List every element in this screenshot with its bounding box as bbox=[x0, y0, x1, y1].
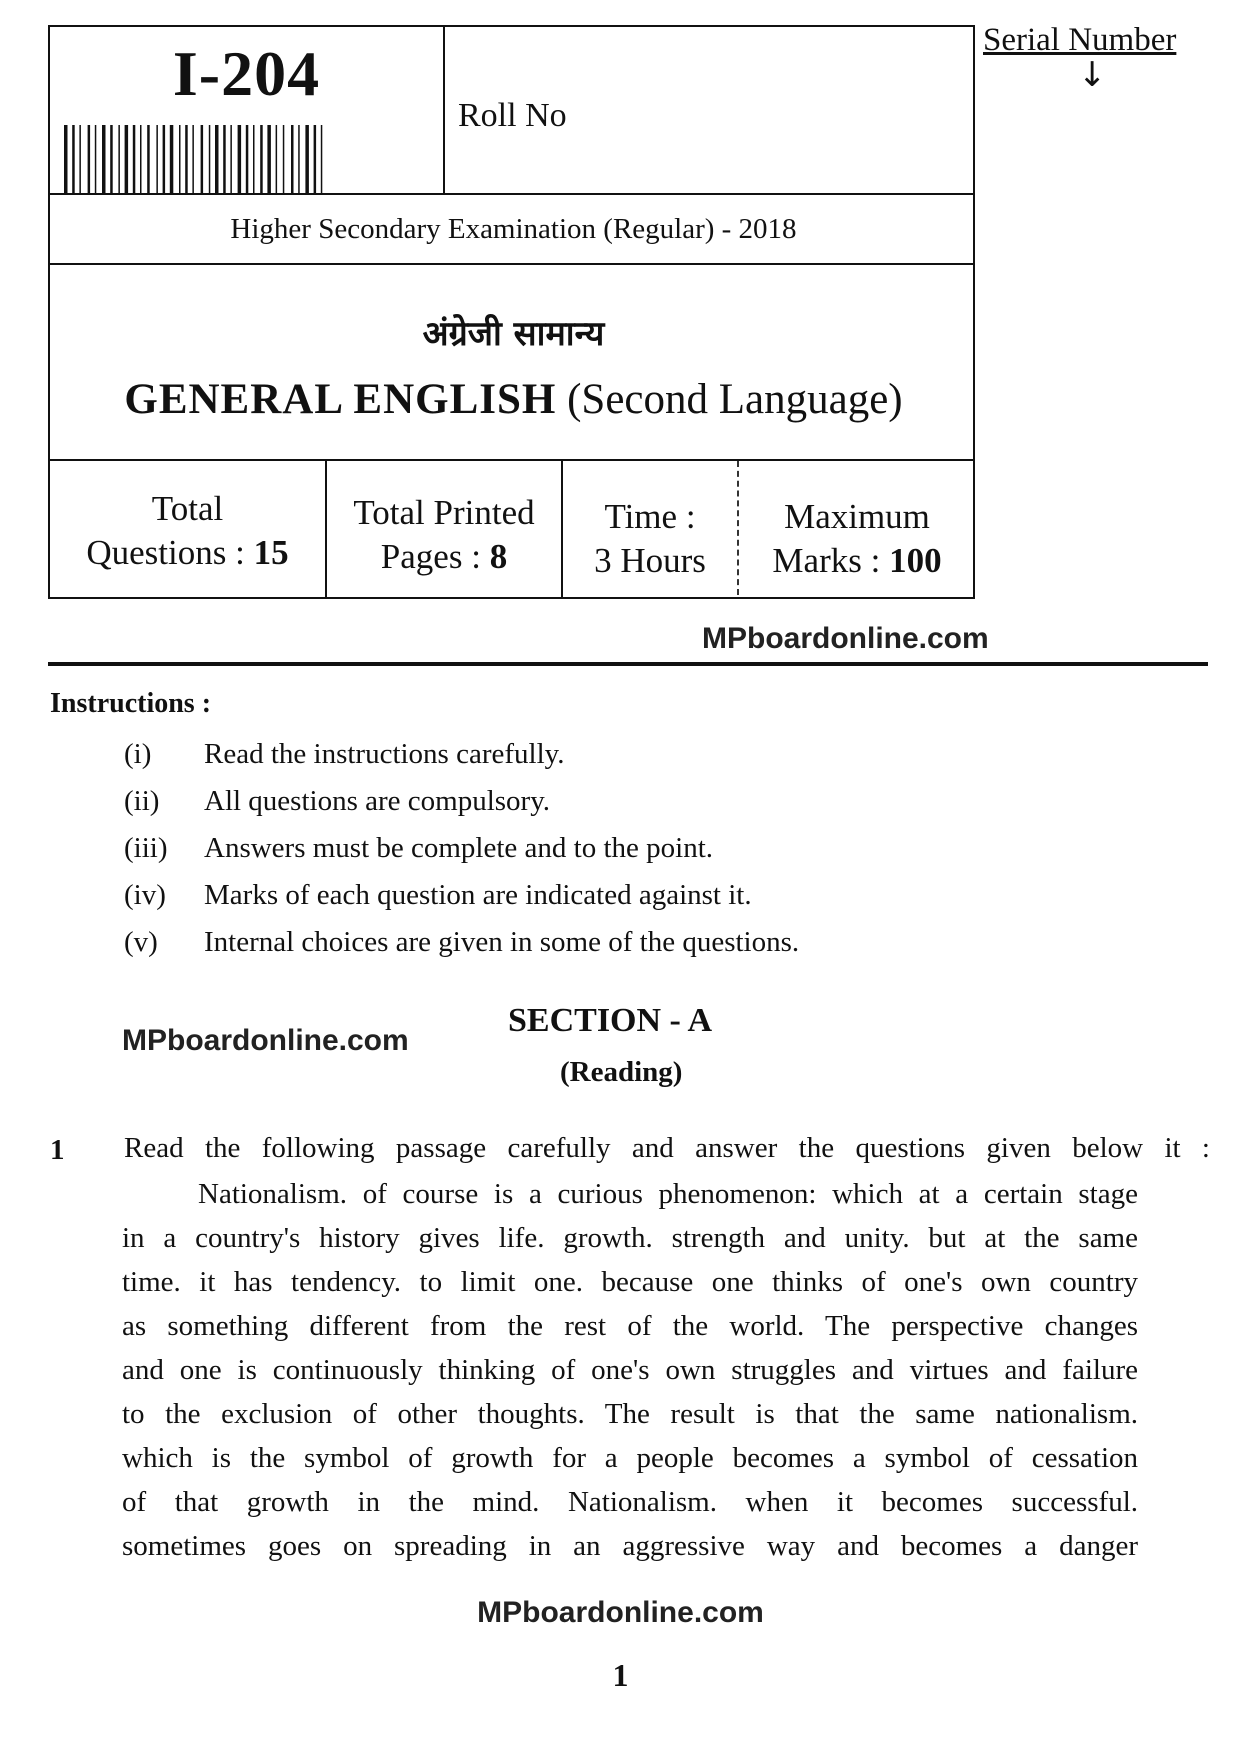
total-pages-cell bbox=[327, 491, 561, 579]
watermark: MPboardonline.com bbox=[702, 622, 989, 655]
section-subtitle: (Reading) bbox=[560, 1056, 683, 1088]
instruction-number: (i) bbox=[124, 738, 152, 770]
watermark: MPboardonline.com bbox=[122, 1024, 409, 1057]
total-pages-value: 8 bbox=[489, 537, 508, 576]
exam-name: Higher Secondary Examination (Regular) - 2018 bbox=[230, 213, 797, 245]
instruction-number: (ii) bbox=[124, 785, 160, 817]
passage-line: to the exclusion of other thoughts. The result is that the same nationalism. bbox=[122, 1398, 1138, 1430]
max-marks-value: 100 bbox=[889, 541, 942, 580]
time-label: Time : bbox=[604, 497, 696, 536]
divider bbox=[443, 27, 445, 193]
instructions-title: Instructions : bbox=[50, 688, 212, 719]
divider bbox=[50, 263, 973, 265]
total-questions-value: 15 bbox=[253, 533, 289, 572]
subject-hindi: अंग्रेजी सामान्य bbox=[422, 314, 605, 354]
total-pages-label: Pages : bbox=[380, 537, 481, 576]
time-cell bbox=[563, 495, 737, 583]
time-value: 3 Hours bbox=[594, 541, 706, 580]
header-rule bbox=[48, 662, 1208, 666]
max-marks-label: Marks : bbox=[772, 541, 881, 580]
instruction-text: Internal choices are given in some of the questions. bbox=[204, 926, 800, 958]
instruction-item bbox=[124, 926, 799, 959]
total-questions-label: Total bbox=[151, 489, 224, 528]
total-pages-label: Total Printed bbox=[353, 493, 535, 532]
subject-title bbox=[50, 375, 977, 424]
passage-line: of that growth in the mind. Nationalism. when it becomes successful. bbox=[122, 1486, 1138, 1518]
subject-main: GENERAL ENGLISH bbox=[124, 376, 557, 423]
question-number: 1 bbox=[50, 1134, 65, 1166]
instruction-number: (iii) bbox=[124, 832, 168, 864]
total-questions-label: Questions : bbox=[86, 533, 245, 572]
instruction-text: All questions are compulsory. bbox=[204, 785, 551, 817]
down-arrow-icon: ↓ bbox=[1078, 55, 1107, 95]
instruction-number: (iv) bbox=[124, 879, 166, 911]
instruction-item bbox=[124, 879, 752, 912]
exam-header-box bbox=[48, 25, 975, 599]
max-marks-cell bbox=[739, 495, 975, 583]
question-prompt: Read the following passage carefully and answer the questions given below it : bbox=[124, 1132, 1210, 1164]
instruction-item bbox=[124, 738, 565, 771]
page-number: 1 bbox=[612, 1657, 629, 1693]
instruction-text: Marks of each question are indicated against it. bbox=[204, 879, 752, 911]
passage-line: as something different from the rest of the world. The perspective changes bbox=[122, 1310, 1138, 1342]
passage-line: in a country's history gives life. growth. strength and unity. but at the same bbox=[122, 1222, 1138, 1254]
section-title: SECTION - A bbox=[508, 1002, 713, 1039]
passage-line: and one is continuously thinking of one's own struggles and virtues and failure bbox=[122, 1354, 1138, 1386]
subject-note: (Second Language) bbox=[567, 376, 903, 423]
instruction-text: Answers must be complete and to the point. bbox=[204, 832, 714, 864]
instruction-number: (v) bbox=[124, 926, 158, 958]
instruction-item bbox=[124, 785, 550, 818]
instruction-item bbox=[124, 832, 713, 865]
barcode-icon bbox=[64, 125, 436, 195]
watermark: MPboardonline.com bbox=[477, 1596, 764, 1629]
passage-line: sometimes goes on spreading in an aggressive way and becomes a danger bbox=[122, 1530, 1138, 1562]
instruction-text: Read the instructions carefully. bbox=[204, 738, 565, 770]
roll-number-label: Roll No bbox=[458, 97, 567, 134]
total-questions-cell bbox=[50, 487, 325, 575]
passage-line: time. it has tendency. to limit one. because one thinks of one's own country bbox=[122, 1266, 1138, 1298]
paper-code: I-204 bbox=[172, 38, 321, 109]
divider bbox=[50, 459, 973, 461]
max-marks-label: Maximum bbox=[784, 497, 930, 536]
passage-line: which is the symbol of growth for a people becomes a symbol of cessation bbox=[122, 1442, 1138, 1474]
passage-line: Nationalism. of course is a curious phenomenon: which at a certain stage bbox=[198, 1178, 1138, 1210]
serial-number-label: Serial Number bbox=[983, 22, 1177, 58]
